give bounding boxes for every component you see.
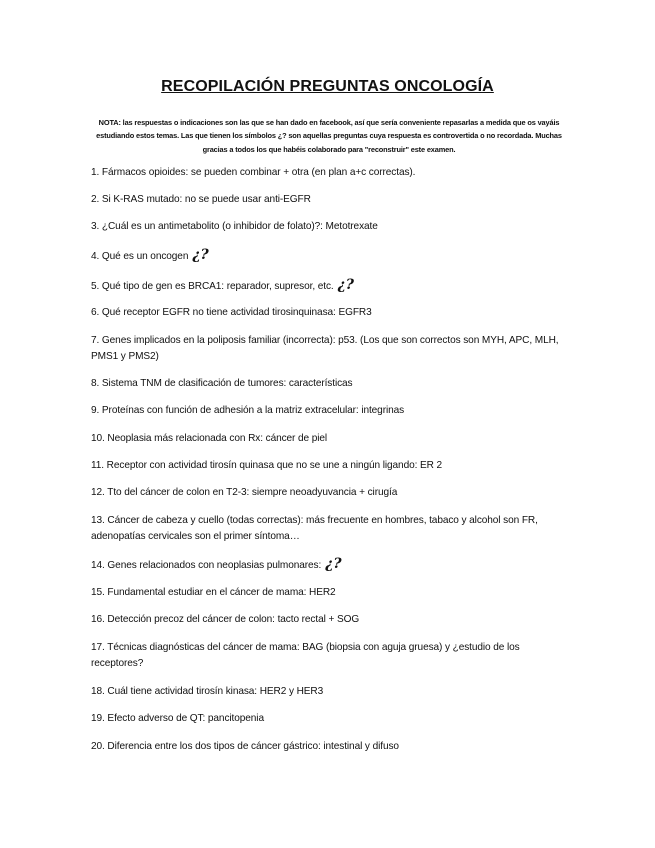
question-9: 9. Proteínas con función de adhesión a la matriz extracelular: integrinas [91, 405, 405, 416]
question-17: 17. Técnicas diagnósticas del cáncer de mama: BAG (biopsia con aguja gruesa) y ¿estudio de los receptores? [91, 642, 520, 669]
question-4: 4. Qué es un oncogen ¿? [91, 247, 209, 263]
question-19: 19. Efecto adverso de QT: pancitopenia [91, 713, 264, 724]
question-5: 5. Qué tipo de gen es BRCA1: reparador, supresor, etc. ¿? [91, 277, 354, 293]
question-8: 8. Sistema TNM de clasificación de tumores: características [91, 378, 353, 389]
intro-note: NOTA: las respuestas o indicaciones son las que se han dado en facebook, así que sería conveniente repasarlas a medida que os vayáis estudiando estos temas. Las que tienen los símbolos ¿? son aquellas preguntas cuya respuesta es controvertida o no recordada. Muchas gracias a todos los que habéis colaborado para "reconstruir" este examen. [96, 118, 562, 154]
question-20: 20. Diferencia entre los dos tipos de cáncer gástrico: intestinal y difuso [91, 741, 399, 752]
doubt-mark: ¿? [325, 556, 342, 572]
question-12: 12. Tto del cáncer de colon en T2-3: siempre neoadyuvancia + cirugía [91, 487, 398, 498]
doubt-mark: ¿? [192, 247, 209, 263]
question-11: 11. Receptor con actividad tirosín quinasa que no se une a ningún ligando: ER 2 [91, 460, 443, 471]
question-7: 7. Genes implicados en la poliposis familiar (incorrecta): p53. (Los que son correctos son MYH, APC, MLH, PMS1 y PMS2) [91, 335, 559, 362]
page-title: RECOPILACIÓN PREGUNTAS ONCOLOGÍA [161, 78, 494, 95]
question-1: 1. Fármacos opioides: se pueden combinar + otra (en plan a+c correctas). [91, 167, 416, 178]
question-3: 3. ¿Cuál es un antimetabolito (o inhibidor de folato)?: Metotrexate [91, 221, 378, 232]
question-18: 18. Cuál tiene actividad tirosín kinasa: HER2 y HER3 [91, 686, 324, 697]
question-10: 10. Neoplasia más relacionada con Rx: cáncer de piel [91, 433, 328, 444]
question-13: 13. Cáncer de cabeza y cuello (todas correctas): más frecuente en hombres, tabaco y alcohol son FR, adenopatías cervicales son el primer síntoma… [91, 515, 538, 542]
question-14: 14. Genes relacionados con neoplasias pulmonares: ¿? [91, 556, 342, 572]
question-15: 15. Fundamental estudiar en el cáncer de mama: HER2 [91, 587, 336, 598]
question-6: 6. Qué receptor EGFR no tiene actividad tirosinquinasa: EGFR3 [91, 307, 372, 318]
question-16: 16. Detección precoz del cáncer de colon: tacto rectal + SOG [91, 614, 360, 625]
doubt-mark: ¿? [337, 277, 354, 293]
question-2: 2. Si K-RAS mutado: no se puede usar anti-EGFR [91, 194, 311, 205]
